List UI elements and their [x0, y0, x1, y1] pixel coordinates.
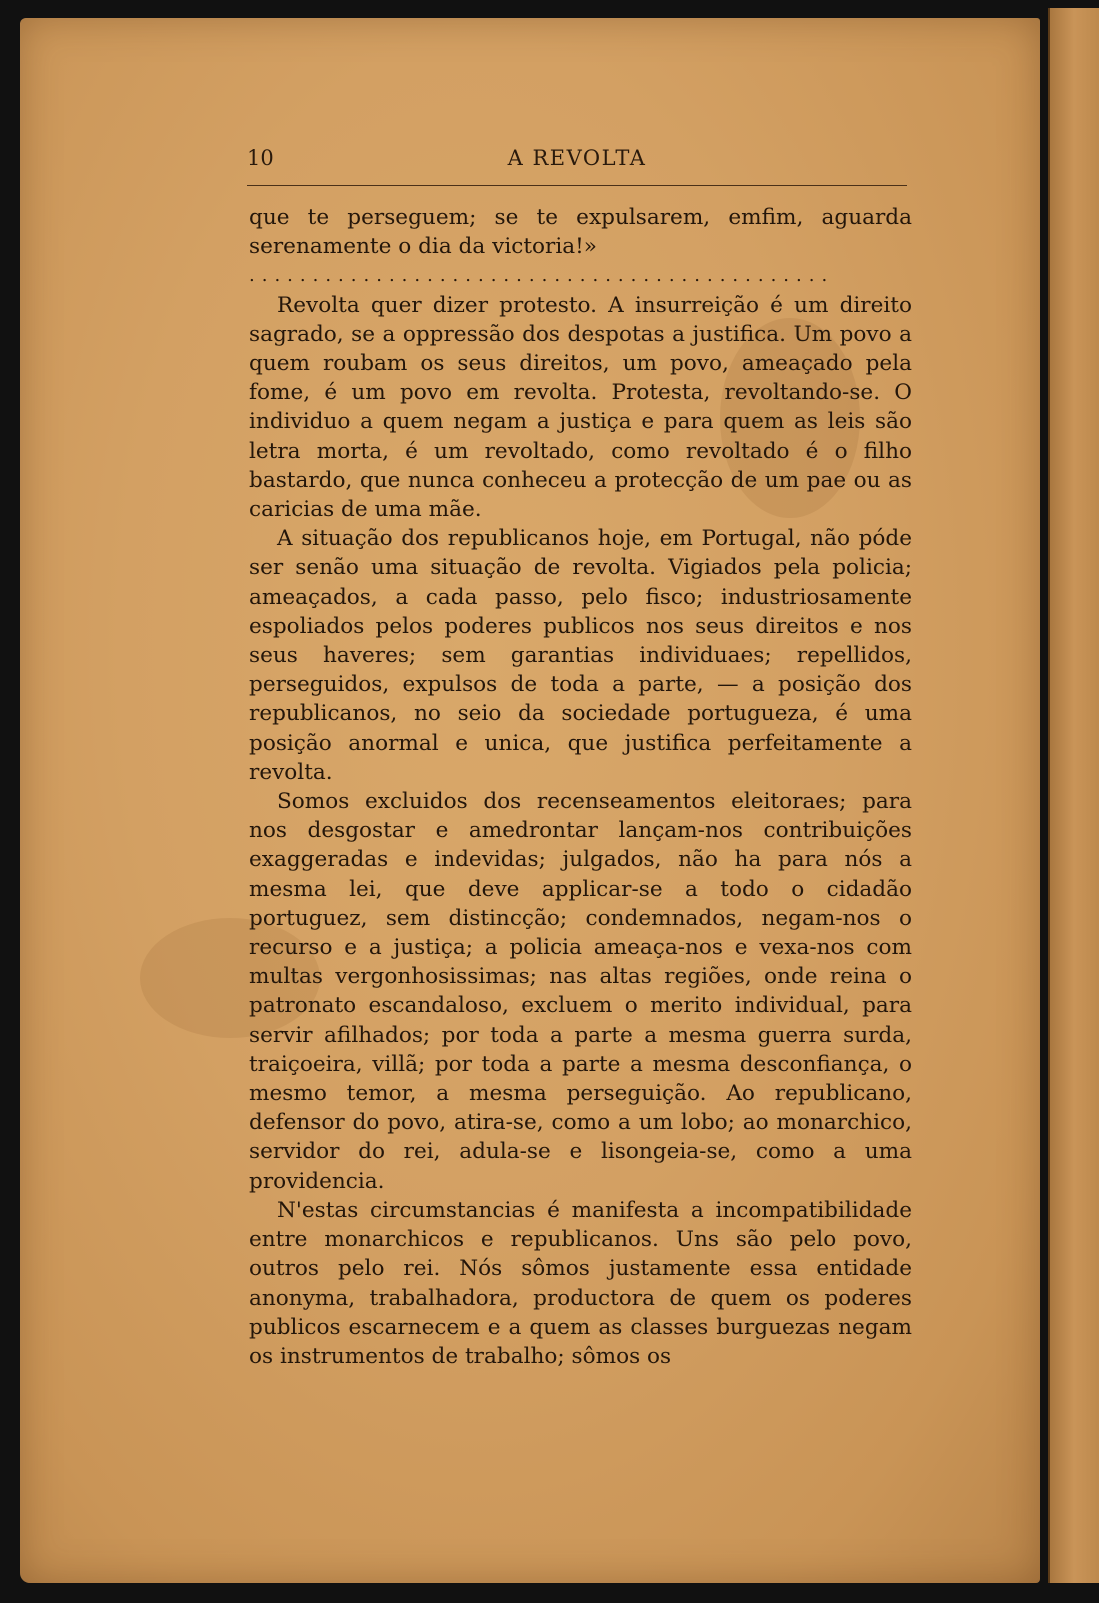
dotted-separator: .............................................. — [249, 265, 835, 287]
page-number: 10 — [247, 146, 274, 170]
adjacent-page-edge — [1048, 8, 1099, 1583]
paragraph: N'estas circumstancias é manifesta a incompatibilidade entre monarchicos e republicanos. Uns são pelo povo, outros pelo rei. Nós sômos justamente essa entidade anonyma, trabalhadora, productora de quem os poderes publicos escarnecem e a quem as classes burguezas negam os instrumentos de trabalho; sômos os — [249, 1197, 912, 1369]
paragraph: Somos excluidos dos recenseamentos eleitoraes; para nos desgostar e amedrontar lançam-nos contribuições exaggeradas e indevidas; julgados, não ha para nós a mesma lei, que deve applicar-se a todo o cidadão portuguez, sem distincção; condemnados, negam-nos o recurso e a justiça; a policia ameaça-nos e vexa-nos com multas vergonhosissimas; nas altas regiões, onde reina o patronato escandaloso, excluem o merito individual, para servir afilhados; por toda a parte a mesma guerra surda, traiçoeira, villã; por toda a parte a mesma desconfiança, o mesmo temor, a mesma perseguição. Ao republicano, defensor do povo, atira-se, como a um lobo; ao monarchico, servidor do rei, adula-se e lisongeia-se, como a uma providencia. — [249, 789, 912, 1194]
running-header — [247, 146, 907, 180]
header-rule — [247, 185, 907, 186]
body-text — [249, 203, 912, 1371]
paragraph: Revolta quer dizer protesto. A insurreição é um direito sagrado, se a oppressão dos despotas a justifica. Um povo a quem roubam os seus direitos, um povo, ameaçado pela fome, é um povo em revolta. Protesta, revoltando-se. O individuo a quem negam a justiça e para quem as leis são letra morta, é um revoltado, como revoltado é o filho bastardo, que nunca conheceu a protecção de um pae ou as caricias de uma mãe. — [249, 292, 912, 523]
paragraph: A situação dos republicanos hoje, em Portugal, não póde ser senão uma situação de revolta. Vigiados pela policia; ameaçados, a cada passo, pelo fisco; industriosamente espoliados pelos poderes publicos nos seus direitos e nos seus haveres; sem garantias individuaes; repellidos, perseguidos, expulsos de toda a parte, — a posição dos republicanos, no seio da sociedade portugueza, é uma posição anormal e unica, que justifica perfeitamente a revolta. — [249, 526, 912, 785]
paragraph-continuation: que te perseguem; se te expulsarem, emfim, aguarda serenamente o dia da victoria!» — [249, 205, 912, 260]
running-title: A REVOLTA — [507, 146, 647, 170]
